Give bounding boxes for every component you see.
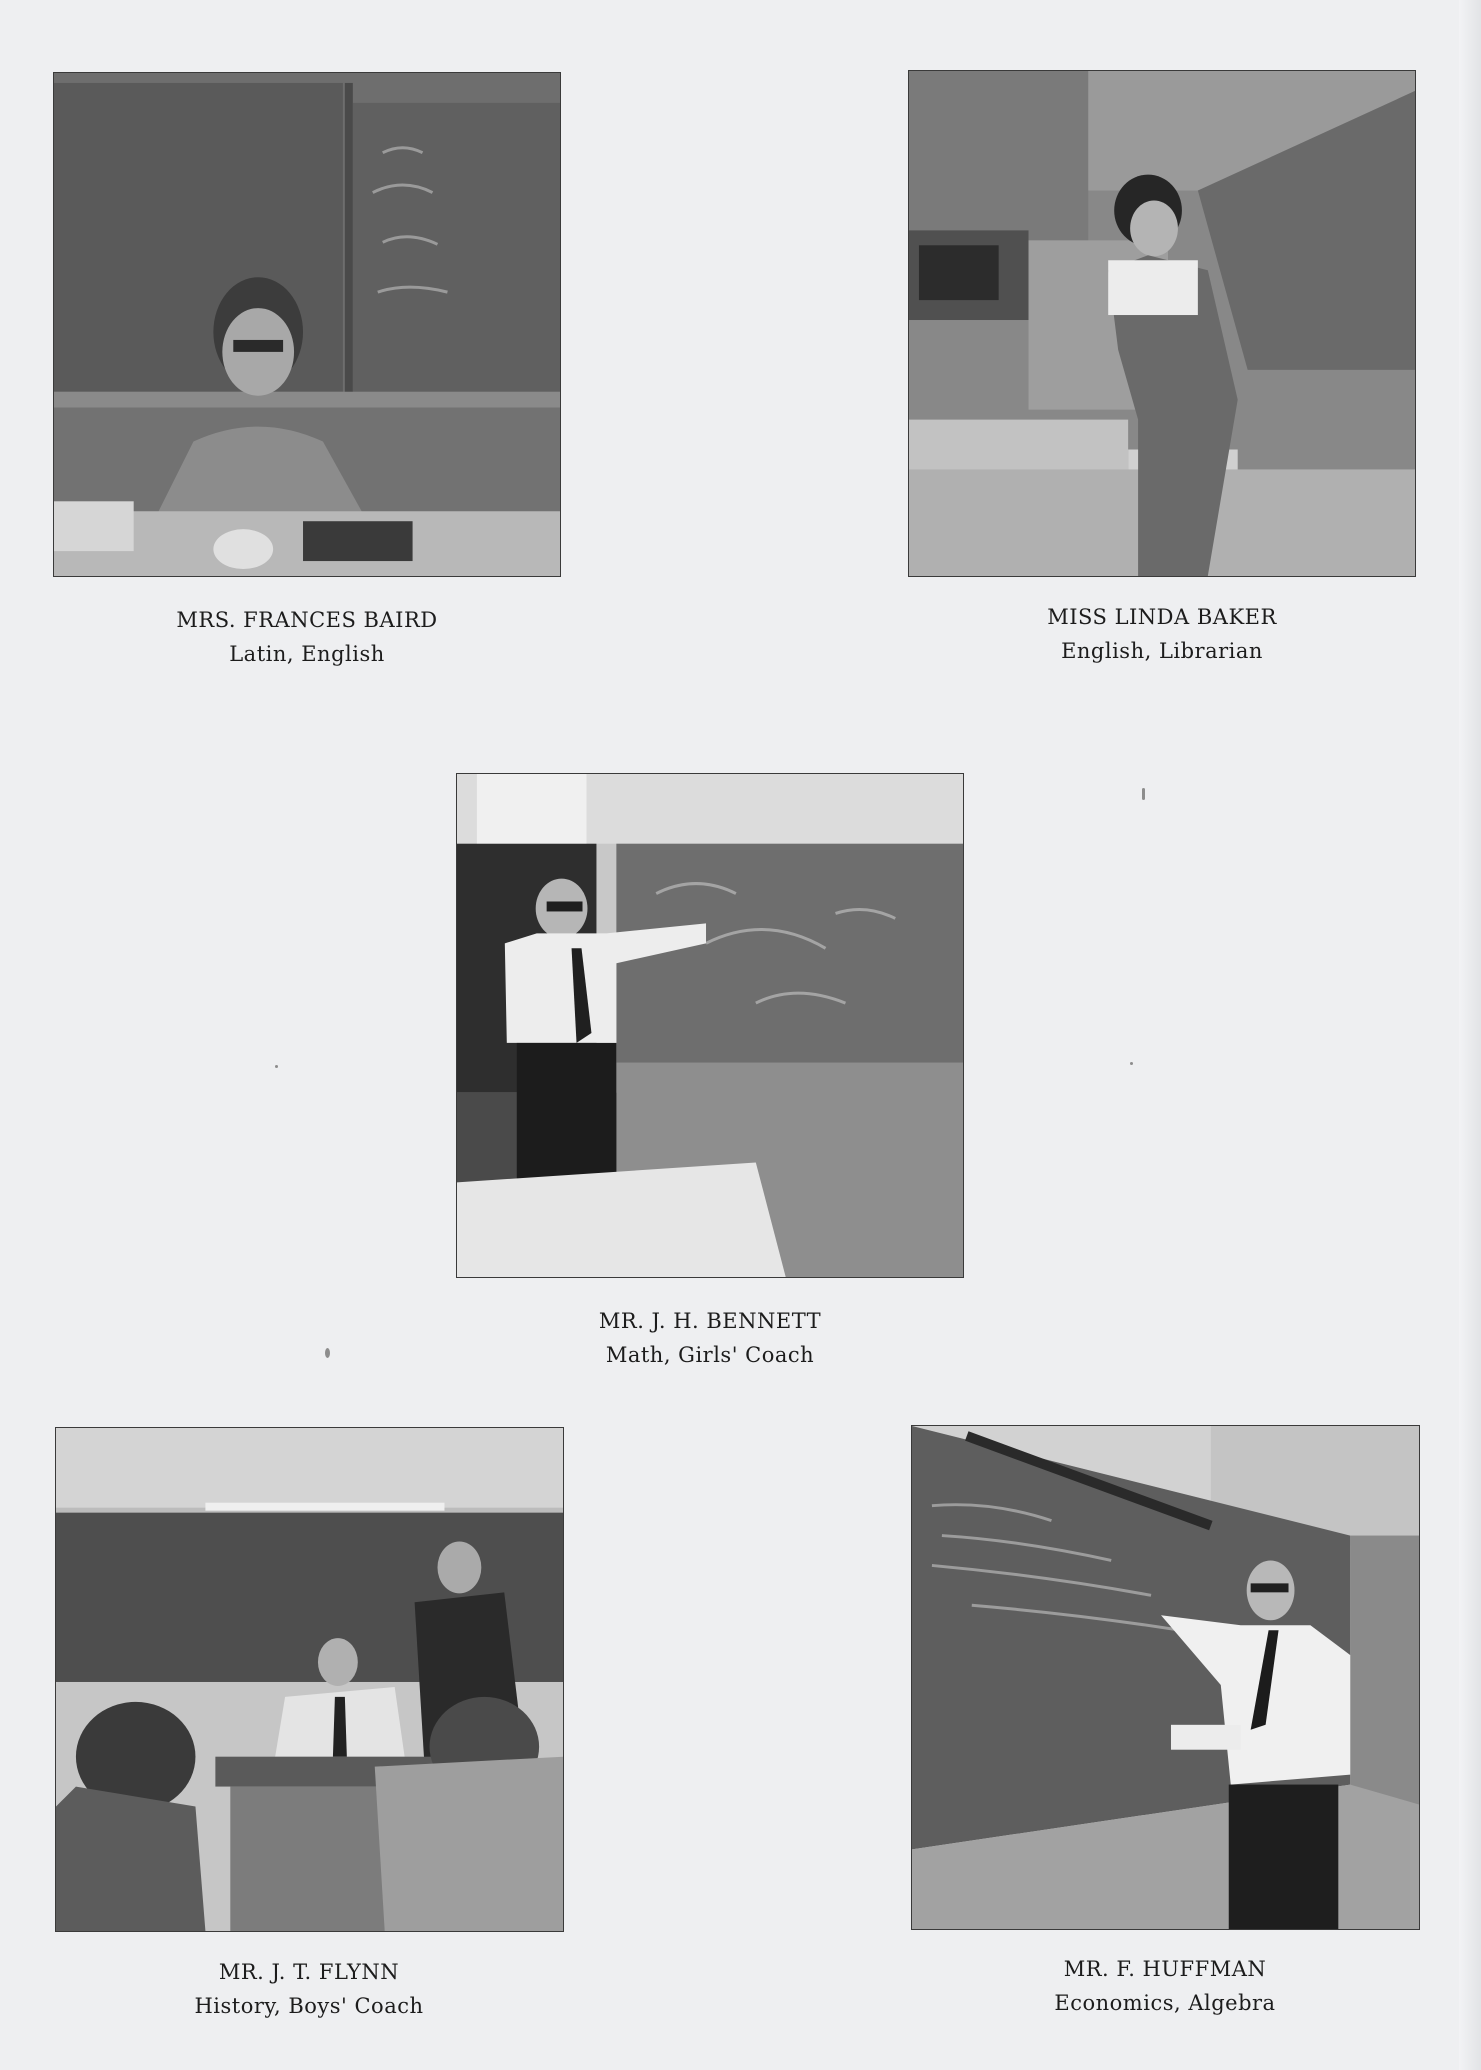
- print-speck: [1142, 788, 1145, 800]
- page-edge: [1459, 0, 1481, 2070]
- teacher-subjects: Math, Girls' Coach: [605, 1343, 815, 1367]
- caption-baker: [958, 600, 1366, 668]
- teacher-photo-flynn: [55, 1427, 564, 1932]
- teacher-name: MR. J. H. BENNETT: [598, 1309, 822, 1333]
- caption-flynn: [105, 1955, 513, 2023]
- teacher-name: MR. J. T. FLYNN: [218, 1960, 400, 1984]
- teacher-name: MISS LINDA BAKER: [1047, 605, 1277, 629]
- teacher-name: MR. F. HUFFMAN: [1063, 1957, 1267, 1981]
- teacher-photo-huffman: [911, 1425, 1420, 1930]
- print-speck: [275, 1065, 278, 1068]
- teacher-subjects: History, Boys' Coach: [194, 1994, 424, 2018]
- teacher-photo-baird: [53, 72, 561, 577]
- teacher-subjects: Latin, English: [229, 642, 385, 666]
- caption-bennett: [506, 1304, 914, 1372]
- caption-baird: [103, 603, 511, 671]
- teacher-photo-baker: [908, 70, 1416, 577]
- caption-huffman: [961, 1952, 1369, 2020]
- teacher-subjects: English, Librarian: [1061, 639, 1263, 663]
- teacher-photo-bennett: [456, 773, 964, 1278]
- print-speck: [1130, 1062, 1133, 1065]
- print-speck: [325, 1348, 330, 1358]
- teacher-name: MRS. FRANCES BAIRD: [176, 608, 438, 632]
- teacher-subjects: Economics, Algebra: [1054, 1991, 1276, 2015]
